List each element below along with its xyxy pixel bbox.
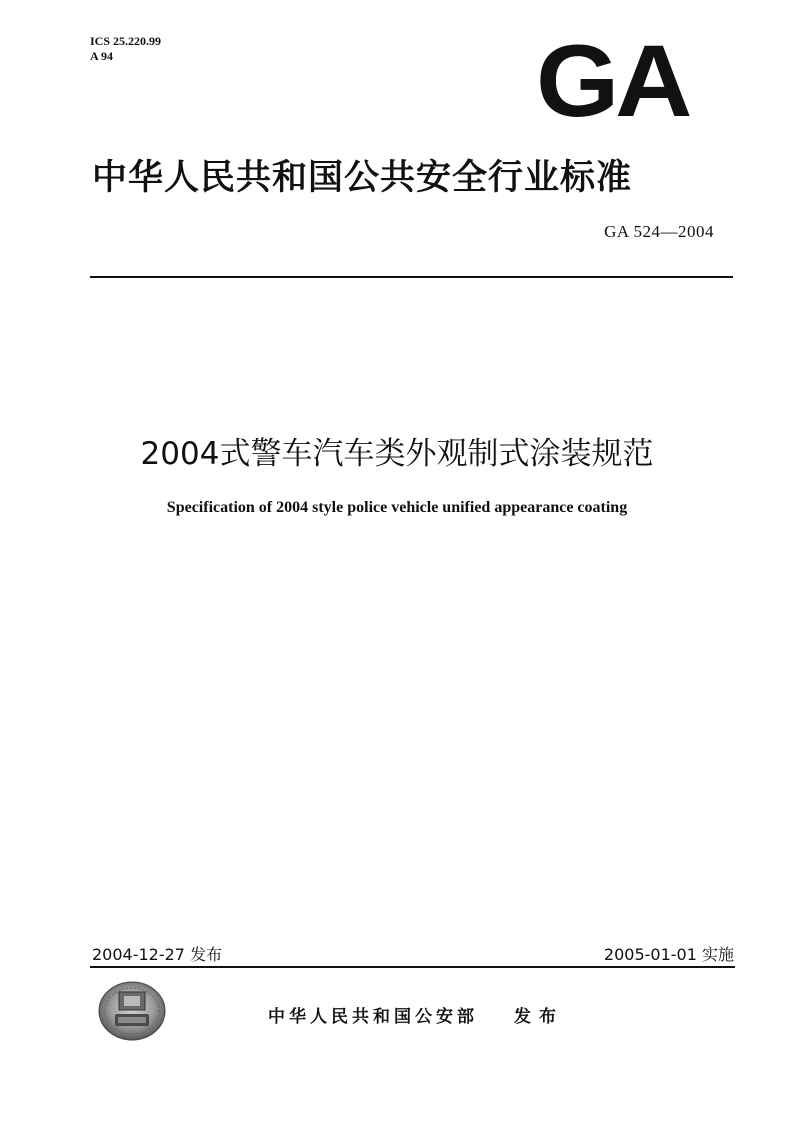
- ga-logo-text: GA: [536, 24, 689, 138]
- class-code: A 94: [90, 49, 114, 63]
- issue-date: 2004-12-27 发布: [92, 945, 223, 964]
- classification-codes: [90, 34, 161, 64]
- ics-code: ICS 25.220.99: [90, 34, 162, 48]
- standard-code: GA 524—2004: [604, 222, 714, 241]
- issuing-authority: 中华人民共和国公安部: [268, 1007, 478, 1027]
- bottom-divider: [90, 966, 735, 968]
- document-title-en: Specification of 2004 style police vehicle unified appearance coating: [166, 499, 628, 516]
- top-divider: [90, 276, 733, 278]
- standards-seal-icon: [97, 980, 167, 1042]
- standard-title: 中华人民共和国公共安全行业标准: [92, 158, 633, 198]
- document-title-cn: 2004式警车汽车类外观制式涂装规范: [140, 436, 654, 472]
- implementation-date: 2005-01-01 实施: [603, 945, 734, 964]
- ga-logo: [536, 24, 689, 138]
- issuer-action: 发布: [514, 1007, 564, 1027]
